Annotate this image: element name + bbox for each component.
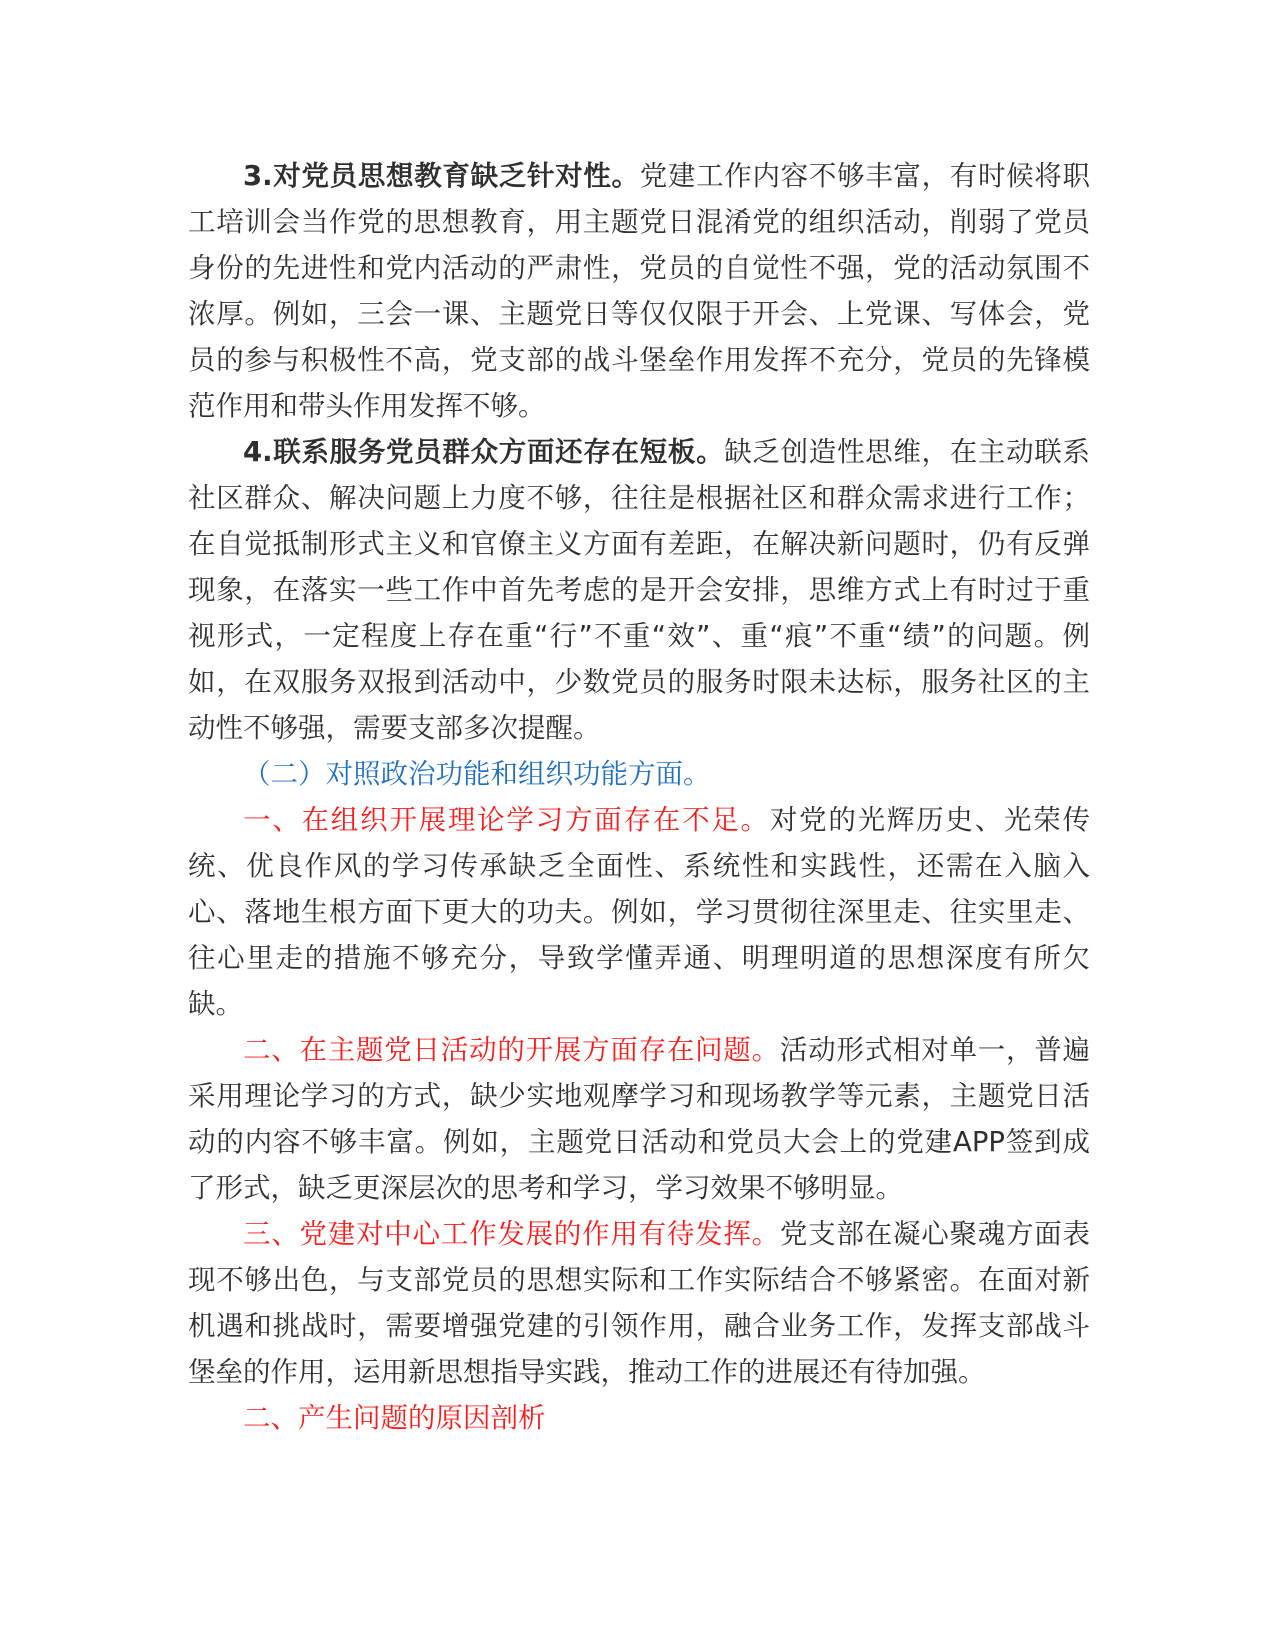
paragraph-4-contact-service (188, 429, 1090, 751)
paragraph-3-ideological-education (188, 153, 1090, 429)
paragraph-text: 党建工作内容不够丰富，有时候将职工培训会当作党的思想教育，用主题党日混淆党的组织活动，削弱了党员身份的先进性和党内活动的严肃性，党员的自觉性不强，党的活动氛围不浓厚。例如，三会一课、主题党日等仅仅限于开会、上党课、写体会，党员的参与积极性不高，党支部的战斗堡垒作用发挥不充分，党员的先锋模范作用和带头作用发挥不够。 (188, 160, 1090, 422)
paragraph-lead: 二、在主题党日活动的开展方面存在问题。 (243, 1034, 780, 1066)
paragraph-lead: 三、党建对中心工作发展的作用有待发挥。 (243, 1218, 780, 1250)
paragraph-text: 缺乏创造性思维，在主动联系社区群众、解决问题上力度不够，往往是根据社区和群众需求进行工作；在自觉抵制形式主义和官僚主义方面有差距，在解决新问题时，仍有反弹现象，在落实一些工作中首先考虑的是开会安排，思维方式上有时过于重视形式，一定程度上存在重“行”不重“效”、重“痕”不重“绩”的问题。例如，在双服务双报到活动中，少数党员的服务时限未达标，服务社区的主动性不够强，需要支部多次提醒。 (188, 436, 1090, 744)
paragraph-text: 对党的光辉历史、光荣传统、优良作风的学习传承缺乏全面性、系统性和实践性，还需在入脑入心、落地生根方面下更大的功夫。例如，学习贯彻往深里走、往实里走、往心里走的措施不够充分，导致学懂弄通、明理明道的思想深度有所欠缺。 (188, 804, 1091, 1020)
paragraph-lead: 一、在组织开展理论学习方面存在不足。 (243, 804, 770, 836)
section-heading-cause-analysis: 二、产生问题的原因剖析 (243, 1402, 546, 1434)
paragraph-lead: 3.对党员思想教育缺乏针对性。 (243, 160, 640, 192)
paragraph-theory-study (188, 797, 1090, 1027)
paragraph-text: 活动形式相对单一，普遍采用理论学习的方式，缺少实地观摩学习和现场教学等元素，主题党日活动的内容不够丰富。例如，主题党日活动和党员大会上的党建APP签到成了形式，缺乏更深层次的思考和学习，学习效果不够明显。 (188, 1034, 1091, 1204)
paragraph-party-day-activity (188, 1027, 1090, 1211)
paragraph-lead: 4.联系服务党员群众方面还存在短板。 (243, 436, 725, 468)
paragraph-central-work (188, 1211, 1090, 1395)
paragraph-text: 党支部在凝心聚魂方面表现不够出色，与支部党员的思想实际和工作实际结合不够紧密。在面对新机遇和挑战时，需要增强党建的引领作用，融合业务工作，发挥支部战斗堡垒的作用，运用新思想指导实践，推动工作的进展还有待加强。 (188, 1218, 1091, 1388)
section-heading-political-organizational: （二）对照政治功能和组织功能方面。 (243, 758, 711, 790)
document-body (188, 153, 1090, 1441)
